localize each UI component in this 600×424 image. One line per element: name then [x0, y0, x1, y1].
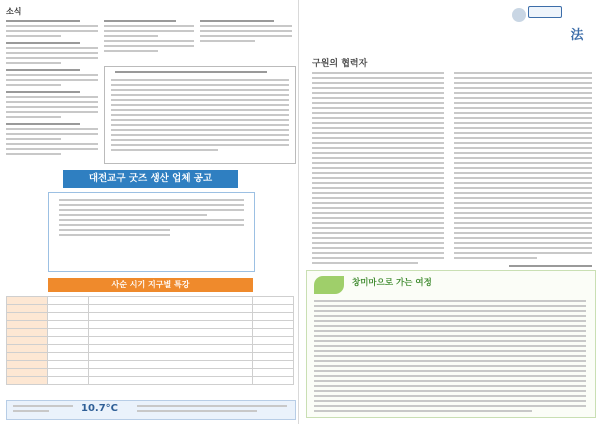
notice-column-3 — [200, 20, 292, 45]
green-section-title: 창미마으로 가는 여정 — [352, 278, 432, 288]
lecture-table — [6, 296, 294, 385]
left-page — [0, 0, 299, 424]
weather-strip — [6, 400, 296, 420]
column-title: 구원의 협력자 — [312, 59, 368, 69]
weather-temperature: 10.7°C — [81, 403, 119, 414]
column-body-left — [312, 72, 444, 267]
lecture-title: 사순 시기 지구별 특강 — [48, 278, 253, 292]
header-stamp: 法 — [570, 28, 584, 43]
schedule-table — [104, 66, 296, 164]
green-section-body — [314, 300, 586, 415]
author-line — [509, 265, 592, 267]
leaf-icon — [314, 276, 344, 294]
column-body-right — [454, 72, 592, 270]
magazine-tag — [528, 6, 562, 18]
goods-notice-box — [48, 192, 255, 272]
author-photo — [512, 8, 526, 22]
section-header: 소식 — [6, 7, 22, 16]
notice-column-1 — [6, 20, 98, 158]
notice-column-2 — [104, 20, 194, 55]
goods-notice-banner: 대전교구 굿즈 생산 업체 공고 — [63, 170, 238, 188]
